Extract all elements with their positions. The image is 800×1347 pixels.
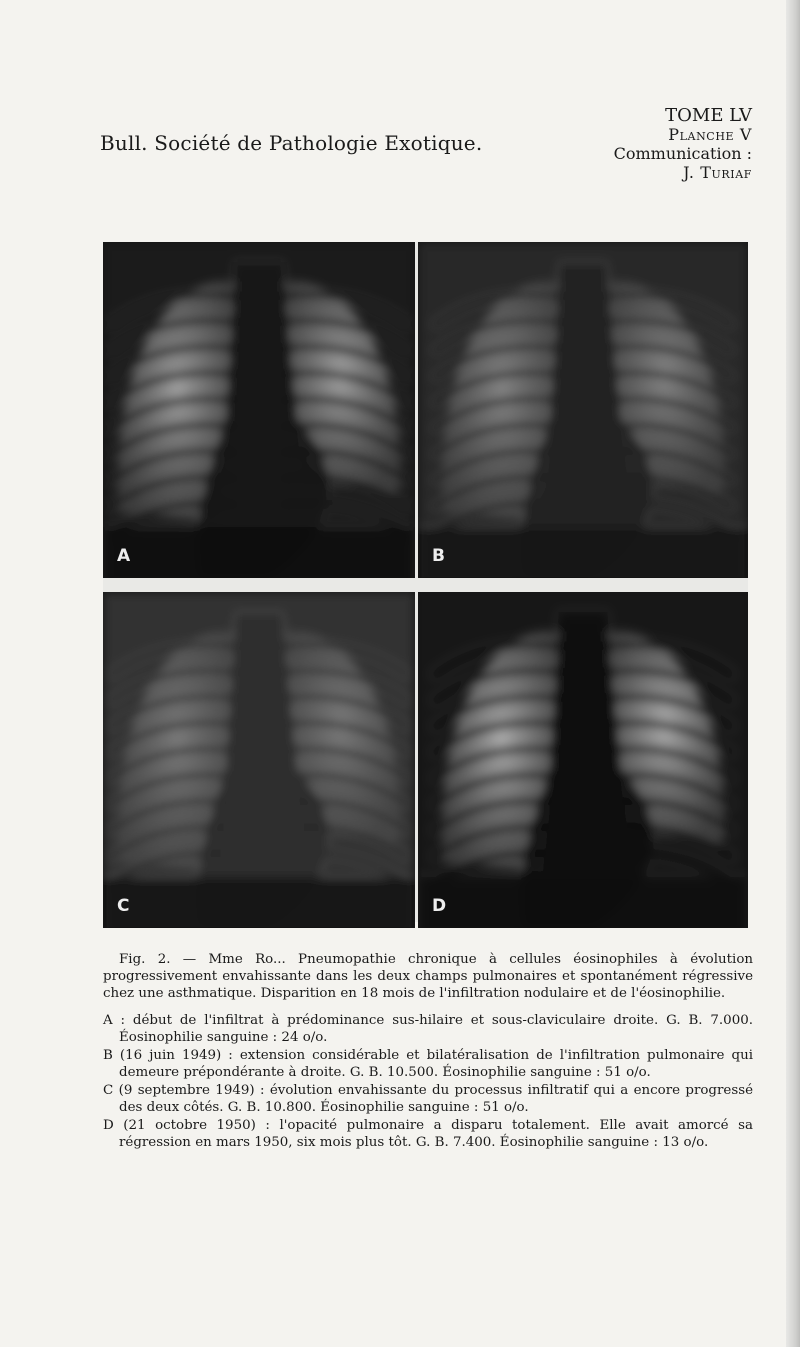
caption-item-c: C (9 septembre 1949) : évolution envahissante du processus infiltratif qui a encore progressé des deux côtés. G. B. 10.800. Éosinophilie sanguine : 51 o/o. bbox=[103, 1083, 753, 1115]
chest-xray-image-a bbox=[103, 242, 415, 578]
caption-item-a: A : début de l'infiltrat à prédominance sus-hilaire et sous-claviculaire droite. G. B. 7.000. Éosinophilie sanguine : 24 o/o. bbox=[103, 1013, 753, 1045]
caption-item-b: B (16 juin 1949) : extension considérable et bilatéralisation de l'infiltration pulmonaire qui demeure prépondérante à droite. G. B. 10.500. Éosinophilie sanguine : 51 o/o. bbox=[103, 1048, 753, 1080]
radiograph-panel-c bbox=[103, 592, 415, 928]
radiograph-panel-b bbox=[418, 242, 748, 578]
radiograph-panel-a bbox=[103, 242, 415, 578]
planche-number: Planche V bbox=[668, 125, 752, 144]
chest-xray-image-d bbox=[418, 592, 748, 928]
tome-number: TOME LV bbox=[665, 105, 752, 126]
figure-caption bbox=[103, 951, 753, 1152]
communication-label: Communication : bbox=[613, 144, 752, 163]
caption-item-d: D (21 octobre 1950) : l'opacité pulmonaire a disparu totalement. Elle avait amorcé sa régression en mars 1950, six mois plus tôt. G. B. 7.400. Éosinophilie sanguine : 13 o/o. bbox=[103, 1118, 753, 1150]
radiograph-plate bbox=[103, 242, 748, 922]
chest-xray-image-b bbox=[418, 242, 748, 578]
plate-reference bbox=[552, 106, 752, 182]
caption-main-text: Fig. 2. — Mme Ro... Pneumopathie chronique à cellules éosinophiles à évolution progressivement envahissante dans les deux champs pulmonaires et spontanément régressive chez une asthmatique. Disparition en 18 mois de l'infiltration nodulaire et de l'éosinophilie. bbox=[103, 952, 753, 1001]
radiograph-panel-d bbox=[418, 592, 748, 928]
page-edge-shadow bbox=[786, 0, 800, 1347]
panel-label-c: C bbox=[117, 896, 130, 916]
journal-title: Bull. Société de Pathologie Exotique. bbox=[100, 131, 483, 155]
panel-label-d: D bbox=[432, 896, 447, 916]
chest-xray-image-c bbox=[103, 592, 415, 928]
panel-label-b: B bbox=[432, 546, 445, 566]
panel-label-a: A bbox=[117, 546, 131, 566]
author-name: J. Turiaf bbox=[683, 163, 752, 182]
